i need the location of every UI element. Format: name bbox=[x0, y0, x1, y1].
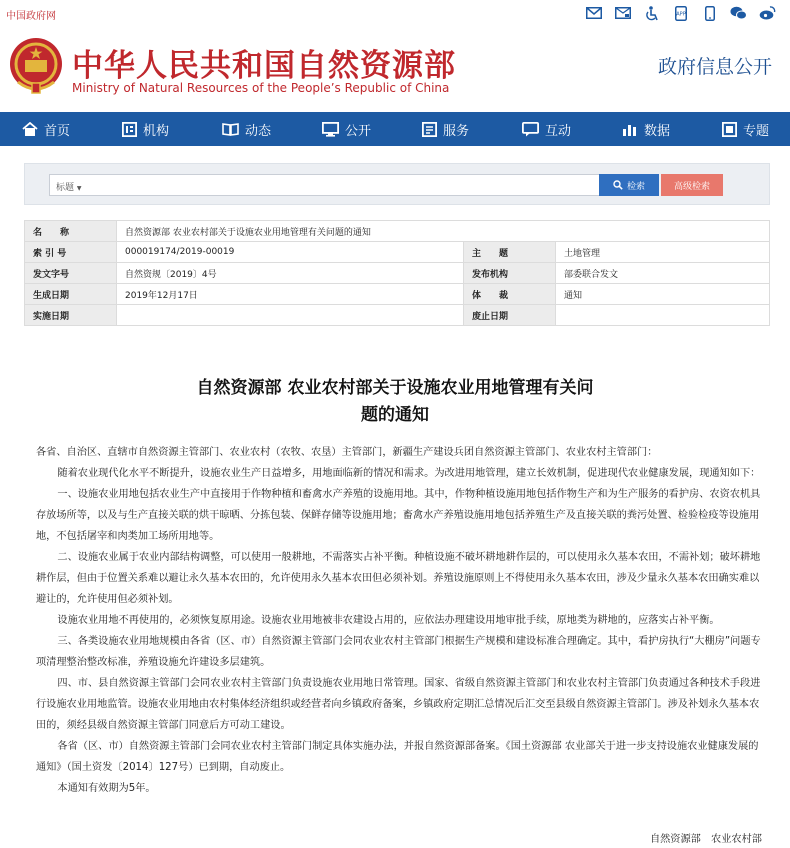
docno-label: 发文字号 bbox=[25, 263, 117, 284]
table-row bbox=[25, 221, 770, 242]
organization-icon bbox=[122, 122, 137, 137]
topic-icon bbox=[722, 122, 737, 137]
document-title bbox=[0, 375, 790, 429]
nav-item-news[interactable] bbox=[222, 120, 322, 139]
genre-label: 体 裁 bbox=[464, 284, 556, 305]
weibo-icon[interactable] bbox=[759, 5, 776, 21]
topic-label: 主 题 bbox=[464, 242, 556, 263]
nav-label: 动态 bbox=[245, 123, 272, 139]
body-paragraph: 各省（区、市）自然资源主管部门会同农业农村主管部门制定具体实施办法，并报自然资源部备案。《国土资源部 农业部关于进一步支持设施农业健康发展的通知》（国土资发〔2014〕127号）已到期，自动废止。 bbox=[36, 741, 759, 773]
name-value: 自然资源部 农业农村部关于设施农业用地管理有关问题的通知 bbox=[117, 221, 770, 242]
wechat-icon[interactable] bbox=[730, 5, 747, 21]
search-input[interactable] bbox=[49, 174, 620, 196]
top-icon-bar bbox=[585, 5, 776, 21]
site-header bbox=[0, 26, 790, 112]
app-icon[interactable] bbox=[672, 5, 689, 21]
nav-item-open[interactable] bbox=[322, 120, 422, 139]
search-button-label: 检索 bbox=[626, 181, 645, 192]
document-metadata-table bbox=[24, 220, 770, 326]
table-row bbox=[25, 284, 770, 305]
mail-icon[interactable] bbox=[585, 5, 602, 21]
table-row bbox=[25, 305, 770, 326]
national-emblem-logo[interactable] bbox=[8, 36, 64, 96]
search-field-select[interactable] bbox=[50, 175, 110, 195]
date-label: 生成日期 bbox=[25, 284, 117, 305]
nav-item-service[interactable] bbox=[422, 120, 522, 139]
document-title-line: 题的通知 bbox=[361, 405, 429, 425]
body-paragraph: 随着农业现代化水平不断提升，设施农业生产日益增多，用地面临新的情况和需求。为改进用地管理，建立长效机制，促进现代农业健康发展，现通知如下： bbox=[57, 468, 761, 479]
body-paragraph: 四、市、县自然资源主管部门会同农业农村主管部门负责设施农业用地日常管理。国家、省级自然资源主管部门和农业农村主管部门负责通过各种技术手段进行设施农业用地监管。设施农业用地由农村集体经济组织或经营者向乡镇政府备案，乡镇政府定期汇总情况后汇交至县级自然资源主管部门。涉及补划永久基本农田的，须经县级自然资源主管部门同意后方可动工建设。 bbox=[36, 678, 761, 731]
table-row bbox=[25, 242, 770, 263]
ministry-title-en: Ministry of Natural Resources of the People’s Republic of China bbox=[72, 81, 450, 95]
section-title: 政府信息公开 bbox=[657, 56, 772, 78]
body-paragraph: 本通知有效期为5年。 bbox=[57, 783, 156, 794]
search-field-value: 标题 bbox=[56, 183, 75, 193]
news-icon bbox=[222, 122, 239, 136]
nav-label: 公开 bbox=[345, 123, 372, 139]
body-paragraph: 一、设施农业用地包括农业生产中直接用于作物种植和畜禽水产养殖的设施用地。其中，作物种植设施用地包括作物生产和为生产服务的看护房、农资农机具存放场所等，以及与生产直接关联的烘干晾晒、分拣包装、保鲜存储等设施用地；畜禽水产养殖设施用地包括养殖生产及直接关联的粪污处置、检验检疫等设施用地，不包括屠宰和肉类加工场所用地等。 bbox=[36, 489, 761, 542]
topic-value: 土地管理 bbox=[556, 242, 770, 263]
chat-icon bbox=[522, 122, 539, 137]
search-button[interactable] bbox=[599, 174, 659, 196]
nav-item-data[interactable] bbox=[622, 120, 722, 139]
issuer-value: 部委联合发文 bbox=[556, 263, 770, 284]
effective-date-value bbox=[117, 305, 464, 326]
salutation: 各省、自治区、直辖市自然资源主管部门、农业农村（农牧、农垦）主管部门，新疆生产建设兵团自然资源主管部门、农业农村主管部门： bbox=[36, 447, 658, 458]
name-label: 名 称 bbox=[25, 221, 117, 242]
nav-item-topics[interactable] bbox=[722, 120, 782, 139]
search-icon bbox=[613, 180, 623, 190]
nav-label: 机构 bbox=[143, 123, 170, 139]
table-row bbox=[25, 263, 770, 284]
date-value: 2019年12月17日 bbox=[117, 284, 464, 305]
nav-item-interaction[interactable] bbox=[522, 120, 622, 139]
nav-label: 数据 bbox=[644, 123, 671, 139]
search-panel bbox=[24, 163, 770, 205]
docno-value: 自然资规〔2019〕4号 bbox=[117, 263, 464, 284]
body-paragraph: 二、设施农业属于农业内部结构调整，可以使用一般耕地，不需落实占补平衡。种植设施不破坏耕地耕作层的，可以使用永久基本农田，不需补划；破坏耕地耕作层，但由于位置关系难以避让永久基本农田的，允许使用永久基本农田但必须补划。养殖设施原则上不得使用永久基本农田，涉及少量永久基本农田确实难以避让的，允许使用但必须补划。 bbox=[36, 552, 761, 605]
svg-text:APP: APP bbox=[675, 11, 686, 17]
main-nav bbox=[0, 112, 790, 146]
document-body bbox=[36, 442, 766, 799]
gov-site-link[interactable]: 中国政府网 bbox=[6, 11, 56, 22]
document-signature: 自然资源部 农业农村部 bbox=[649, 834, 762, 845]
home-icon bbox=[22, 122, 38, 137]
accessibility-icon[interactable] bbox=[643, 5, 660, 21]
mailbox-icon[interactable] bbox=[614, 5, 631, 21]
body-paragraph: 三、各类设施农业用地规模由各省（区、市）自然资源主管部门会同农业农村主管部门根据生产规模和建设标准合理确定。其中，看护房执行“大棚房”问题专项清理整治整改标准，养殖设施允许建设多层建筑。 bbox=[36, 636, 761, 668]
nav-item-organization[interactable] bbox=[122, 120, 222, 139]
body-paragraph: 设施农业用地不再使用的，必须恢复原用途。设施农业用地被非农建设占用的，应依法办理建设用地审批手续，原地类为耕地的，应落实占补平衡。 bbox=[57, 615, 720, 626]
nav-item-home[interactable] bbox=[22, 120, 122, 139]
index-label: 索 引 号 bbox=[25, 242, 117, 263]
monitor-icon bbox=[322, 122, 339, 137]
ministry-title-cn: 中华人民共和国自然资源部 bbox=[72, 48, 456, 84]
index-value: 000019174/2019-00019 bbox=[117, 242, 464, 263]
issuer-label: 发布机构 bbox=[464, 263, 556, 284]
service-icon bbox=[422, 122, 437, 137]
nav-label: 首页 bbox=[44, 123, 71, 139]
mobile-icon[interactable] bbox=[701, 5, 718, 21]
nav-label: 服务 bbox=[443, 123, 470, 139]
repeal-date-value bbox=[556, 305, 770, 326]
nav-label: 互动 bbox=[545, 123, 572, 139]
caret-down-icon: ▼ bbox=[76, 185, 82, 192]
genre-value: 通知 bbox=[556, 284, 770, 305]
advanced-search-button[interactable] bbox=[661, 174, 723, 196]
document-title-line: 自然资源部 农业农村部关于设施农业用地管理有关问 bbox=[196, 378, 594, 398]
repeal-date-label: 废止日期 bbox=[464, 305, 556, 326]
data-chart-icon bbox=[622, 122, 638, 137]
nav-label: 专题 bbox=[743, 123, 770, 139]
effective-date-label: 实施日期 bbox=[25, 305, 117, 326]
advanced-search-label: 高级检索 bbox=[673, 181, 710, 192]
top-bar bbox=[0, 0, 790, 26]
